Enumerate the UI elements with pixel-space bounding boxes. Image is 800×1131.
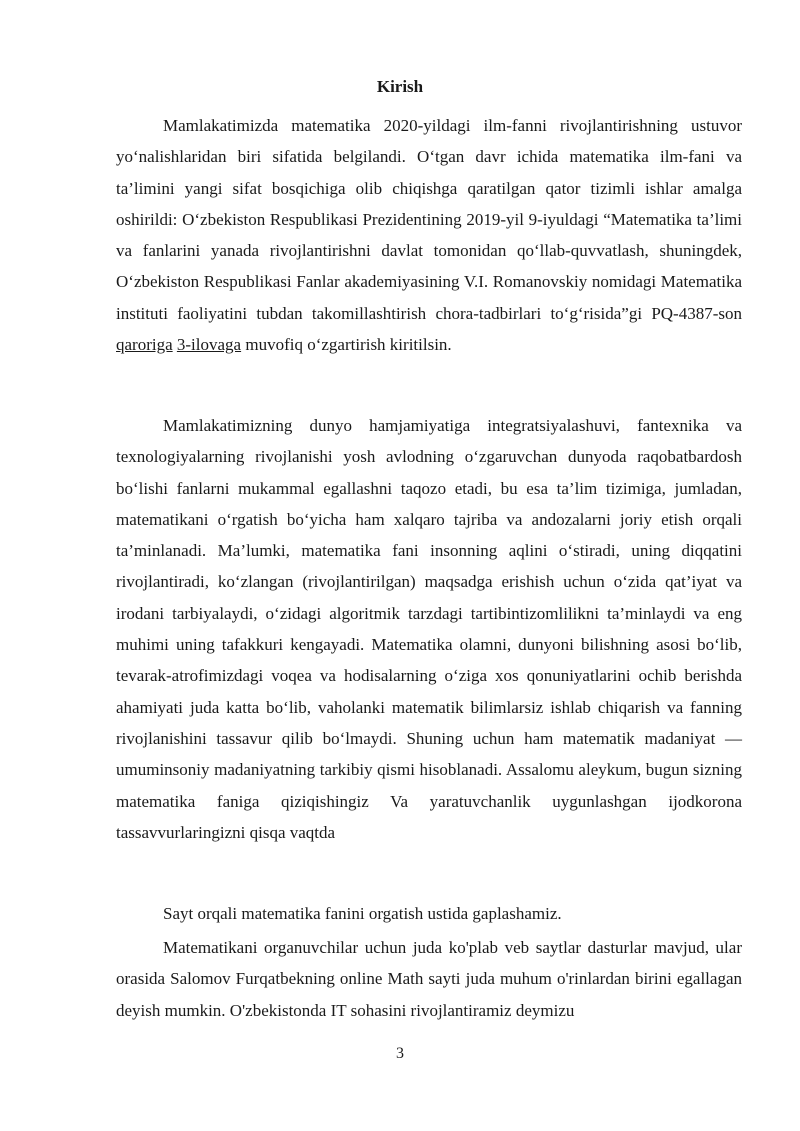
link-3-ilovaga[interactable]: 3-ilovaga [176,335,242,355]
paragraph-2-text: Mamlakatimizning dunyo hamjamiyatiga integratsiyalashuvi, fantexnika va texnologiyalarning rivojlanishi yosh avlodning o‘zgaruvchan dunyoda raqobatbardosh bo‘lishi fanlarni mukammal egallashni taqozo etadi, bu esa ta’lim tizimiga, jumladan, matematikani o‘rgatish bo‘yicha ham xalqaro tajriba va andozalarni joriy etish orqali ta’minlanadi. Ma’lumki, matematika fani insonning aqlini o‘stiradi, uning diqqatini rivojlantiradi, ko‘zlangan (rivojlantirilgan) maqsadga erishish uchun o‘zida qat’iyat va irodani tarbiyalaydi, o‘zidagi algoritmik tarzdagi tartibintizomlilikni ta’minlaydi va eng muhimi uning tafakkuri kengayadi. Matematika olamni, dunyoni bilishning asosi bo‘lib, tevarak-atrofimizdagi voqea va hodisalarning o‘ziga xos qonuniyatlarini ochib berishda ahamiyati juda katta bo‘lib, vaholanki matematik bilimlarsiz ishlab chiqarish va fanning rivojlanishini tassavur qilib bo‘lmaydi. Shuning uchun ham matematik madaniyat — umuminsoniy madaniyatning tarkibiy qismi hisoblanadi. Assalomu aleykum, bugun sizning matematika faniga qiziqishingiz Va yaratuvchanlik uygunlashgan ijodkorona tassavvurlaringizni qisqa vaqtda [116,416,742,842]
paragraph-1-text: Mamlakatimizda matematika 2020-yildagi ilm-fanni rivojlantirishning ustuvor yo‘nalishlaridan biri sifatida belgilandi. O‘tgan davr ichida matematika ilm-fani va ta’limini yangi sifat bosqichiga olib chiqishga qaratilgan qator tizimli ishlar amalga oshirildi: O‘zbekiston Respublikasi Prezidentining 2019-yil 9-iyuldagi “Matematika ta’limi va fanlarini yanada rivojlantirishni davlat tomonidan qo‘llab-quvvatlash, shuningdek, O‘zbekiston Respublikasi Fanlar akademiyasining V.I. Romanovskiy nomidagi Matematika instituti faoliyatini tubdan takomillashtirish chora-tadbirlari to‘g‘risida”gi PQ-4387-son [116,116,742,323]
paragraph-1-ending: muvofiq o‘zgartirish kiritilsin. [241,335,452,355]
section-title: Kirish [376,77,424,96]
paragraph-4-text: Matematikani organuvchilar uchun juda ko'plab veb saytlar dasturlar mavjud, ular orasida Salomov Furqatbekning online Math sayti juda muhum o'rinlardan birini egallagan deyish mumkin. O'zbekistonda IT sohasini rivojlantiramiz deymizu [116,938,742,1020]
paragraph-3-text: Sayt orqali matematika fanini orgatish ustida gaplashamiz. [163,904,562,923]
paragraph-1 [116,110,742,360]
paragraph-2 [116,410,742,848]
paragraph-3 [116,898,742,929]
page-number: 3 [396,1045,404,1062]
paragraph-4 [116,932,742,1026]
link-qaroriga[interactable]: qaroriga [116,335,173,355]
